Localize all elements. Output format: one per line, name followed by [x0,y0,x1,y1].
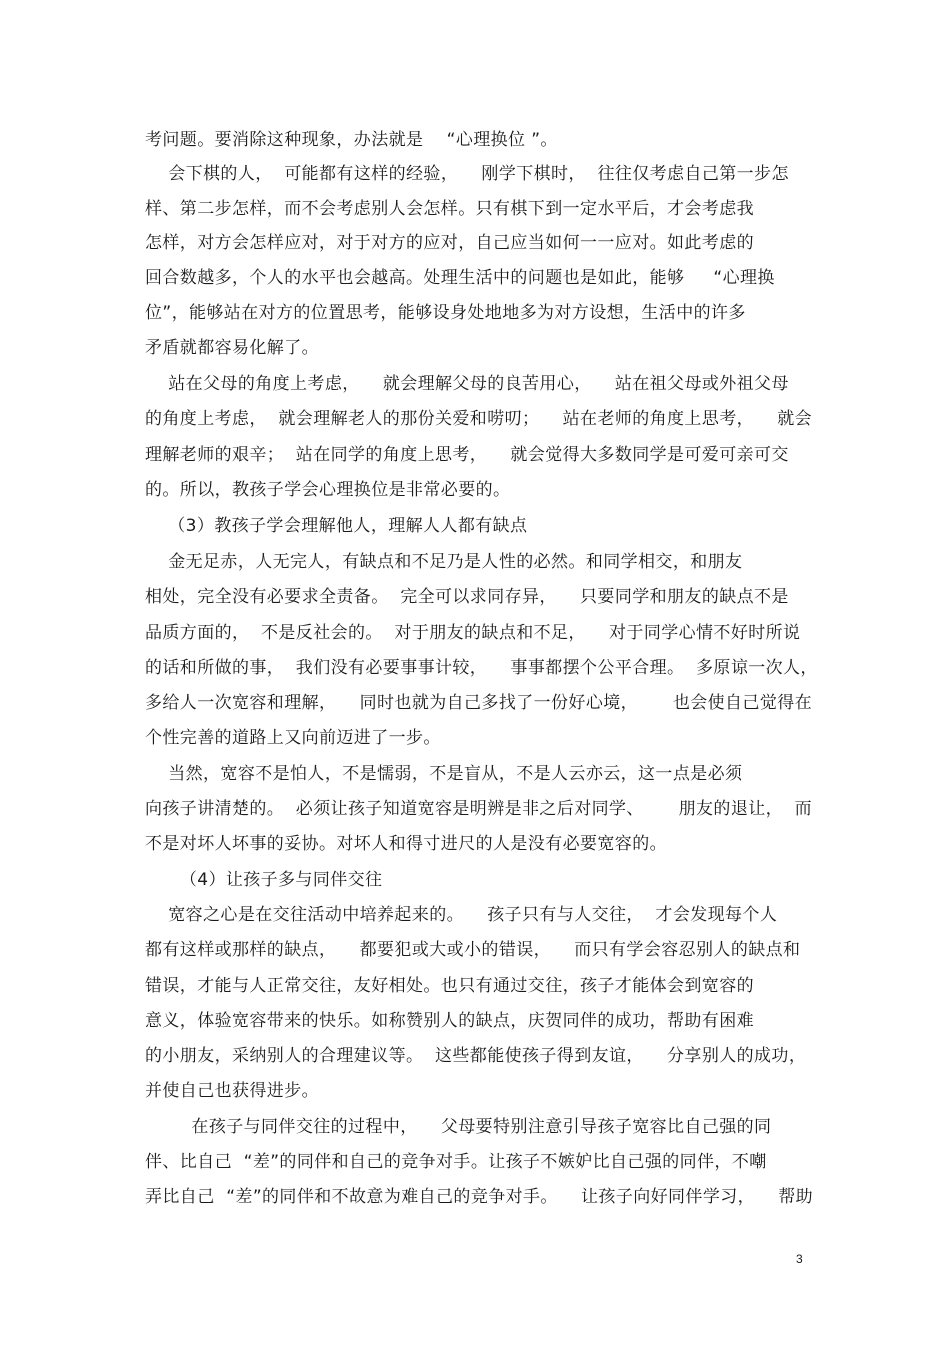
text-line: 都有这样或那样的缺点， 都要犯或大或小的错误， 而只有学会容忍别人的缺点和 [145,940,801,960]
text-line: 品质方面的， 不是反社会的。 对于朋友的缺点和不足， 对于同学心情不好时所说 [145,623,801,643]
text-line: 矛盾就都容易化解了。 [145,338,319,358]
text-line: 弄比自己 “差”的同伴和不故意为难自己的竞争对手。 让孩子向好同伴学习， 帮助 [145,1187,814,1207]
text-line: 向孩子讲清楚的。 必须让孩子知道宽容是明辨是非之后对同学、 朋友的退让， 而 [145,799,813,819]
text-line: 的话和所做的事， 我们没有必要事事计较， 事事都摆个公平合理。 多原谅一次人， [145,658,818,678]
text-line: 在孩子与同伴交往的过程中， 父母要特别注意引导孩子宽容比自己强的同 [145,1117,772,1137]
text-line: 并使自己也获得进步。 [145,1081,319,1101]
text-line: 会下棋的人， 可能都有这样的经验， 刚学下棋时， 往往仅考虑自己第一步怎 [145,164,789,184]
text-line: 错误，才能与人正常交往，友好相处。也只有通过交往，孩子才能体会到宽容的 [145,976,754,996]
text-line: 站在父母的角度上考虑， 就会理解父母的良苦用心， 站在祖父母或外祖父母 [145,374,789,394]
text-line: 多给人一次宽容和理解， 同时也就为自己多找了一份好心境， 也会使自己觉得在 [145,693,813,713]
section-heading: （4）让孩子多与同伴交往 [145,870,383,890]
text-line: 伴、比自己 “差”的同伴和自己的竞争对手。让孩子不嫉妒比自己强的同伴，不嘲 [145,1152,767,1172]
text-line: 个性完善的道路上又向前迈进了一步。 [145,728,441,748]
text-line: 不是对坏人坏事的妥协。对坏人和得寸进尺的人是没有必要宽容的。 [145,834,667,854]
text-line: 金无足赤，人无完人，有缺点和不足乃是人性的必然。和同学相交，和朋友 [145,552,743,572]
text-line: 的小朋友，采纳别人的合理建议等。 这些都能使孩子得到友谊， 分享别人的成功， [145,1046,807,1066]
text-line: 理解老师的艰辛； 站在同学的角度上思考， 就会觉得大多数同学是可爱可亲可交 [145,445,789,465]
text-line: 宽容之心是在交往活动中培养起来的。 孩子只有与人交往， 才会发现每个人 [145,905,778,925]
text-line: 位”，能够站在对方的位置思考，能够设身处地地多为对方设想，生活中的许多 [145,303,746,323]
text-line: 意义，体验宽容带来的快乐。如称赞别人的缺点，庆贺同伴的成功，帮助有困难 [145,1011,754,1031]
text-line: 回合数越多，个人的水平也会越高。处理生活中的问题也是如此，能够 “心理换 [145,268,775,288]
text-line: 的。所以，教孩子学会心理换位是非常必要的。 [145,480,511,500]
page-number: 3 [796,1252,803,1266]
section-heading: （3）教孩子学会理解他人，理解人人都有缺点 [145,516,528,536]
text-line: 样、第二步怎样，而不会考虑别人会怎样。只有棋下到一定水平后，才会考虑我 [145,199,754,219]
text-line: 当然，宽容不是怕人，不是懦弱，不是盲从，不是人云亦云，这一点是必须 [145,764,743,784]
text-line: 的角度上考虑， 就会理解老人的那份关爱和唠叨； 站在老师的角度上思考， 就会 [145,409,813,429]
text-line: 考问题。要消除这种现象，办法就是 “心理换位 ”。 [145,130,558,150]
text-line: 怎样，对方会怎样应对，对于对方的应对，自己应当如何一一应对。如此考虑的 [145,233,754,253]
text-line: 相处，完全没有必要求全责备。 完全可以求同存异， 只要同学和朋友的缺点不是 [145,587,789,607]
